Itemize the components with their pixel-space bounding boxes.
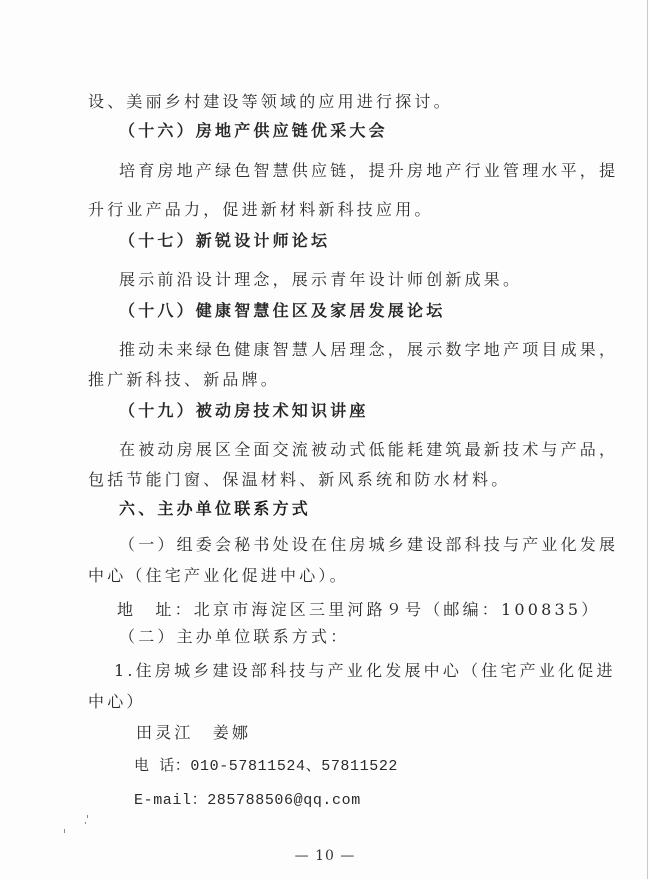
body-line: 推动未来绿色健康智慧人居理念，展示数字地产项目成果， [119, 340, 619, 359]
address-line: 地 址：北京市海淀区三里河路９号（邮编：100835） [117, 600, 601, 619]
body-line: 中心） [88, 692, 146, 711]
scan-speck [85, 822, 86, 824]
subheading-19: （十九）被动房技术知识讲座 [119, 401, 369, 420]
subheading-18: （十八）健康智慧住区及家居发展论坛 [119, 301, 446, 320]
body-line: 设、美丽乡村建设等领域的应用进行探讨。 [88, 92, 453, 111]
contact-names: 田灵江 姜娜 [136, 723, 252, 742]
body-line: 展示前沿设计理念，展示青年设计师创新成果。 [119, 270, 523, 289]
scan-edge-line [647, 0, 648, 879]
subheading-17: （十七）新锐设计师论坛 [119, 231, 331, 250]
section-heading-6: 六、主办单位联系方式 [119, 499, 312, 518]
body-line: 升行业产品力，促进新材料新科技应用。 [88, 200, 434, 219]
subheading-16: （十六）房地产供应链优采大会 [119, 121, 388, 140]
page-number: — 10 — [294, 848, 356, 864]
body-line: （二）主办单位联系方式： [119, 627, 350, 646]
body-line: 在被动房展区全面交流被动式低能耗建筑最新技术与产品， [119, 440, 619, 459]
email-line: E-mail：285788506@qq.com [134, 792, 361, 809]
body-line: （一）组委会秘书处设在住房城乡建设部科技与产业化发展 [119, 535, 619, 554]
body-line: 推广新科技、新品牌。 [88, 370, 281, 389]
body-line: 包括节能门窗、保温材料、新风系统和防水材料。 [88, 470, 511, 489]
scan-speck [87, 815, 88, 818]
org-line: 1.住房城乡建设部科技与产业化发展中心（住宅产业化促进 [114, 661, 616, 680]
scan-speck [64, 829, 65, 833]
body-line: 中心（住宅产业化促进中心）。 [88, 566, 349, 585]
body-line: 培育房地产绿色智慧供应链，提升房地产行业管理水平，提 [119, 161, 619, 180]
phone-line: 电 话：010-57811524、57811522 [134, 758, 399, 775]
